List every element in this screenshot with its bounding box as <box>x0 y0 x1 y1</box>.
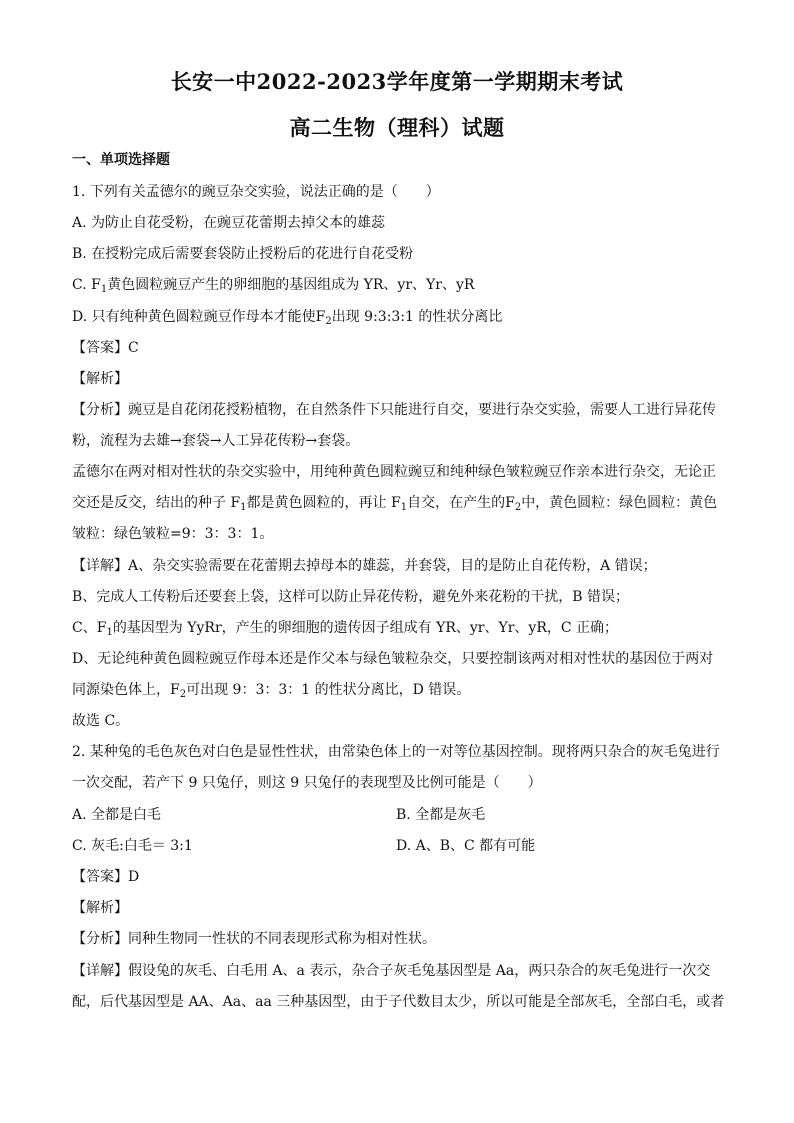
q2-detail-line: 配，后代基因型是 AA、Aa、aa 三种基因型，由于子代数目太少，所以可能是全部灰毛，全部白毛，或者 <box>72 994 725 1010</box>
q1-analysis-line: 粉，流程为去雄→套袋→人工异花传粉→套袋。 <box>72 433 360 449</box>
q2-option-c: C. 灰毛:白毛＝ 3:1 <box>72 838 193 854</box>
subscript: 1 <box>400 502 408 513</box>
text: 中，黄色圆粒：绿色圆粒：黄色 <box>521 495 718 511</box>
q1-option-a: A. 为防止自花受粉，在豌豆花蕾期去掉父本的雄蕊 <box>72 215 386 231</box>
q1-option-c <box>72 275 722 300</box>
subscript: 2 <box>325 316 332 327</box>
text: 可出现 9：3：3：1 的性状分离比，D 错误。 <box>186 682 471 698</box>
q1-conclusion: 故选 C。 <box>72 713 130 729</box>
text: C、F <box>72 620 107 636</box>
q1-detail-d: D、无论纯种黄色圆粒豌豆作母本还是作父本与绿色皱粒杂交，只要控制该两对相对性状的基因位于两对 <box>72 651 714 667</box>
subscript: 2 <box>514 502 522 513</box>
text: 都是黄色圆粒的，再让 F <box>246 495 401 511</box>
text: 同源染色体上，F <box>72 682 180 698</box>
q1-answer: 【答案】C <box>72 340 139 356</box>
subscript: 1 <box>100 284 108 295</box>
section-heading: 一、单项选择题 <box>72 152 170 168</box>
q2-analysis-heading: 【解析】 <box>72 900 128 916</box>
q2-detail-line: 【详解】假设兔的灰毛、白毛用 A、a 表示，杂合子灰毛兔基因型是 Aa，两只杂合的灰毛兔进行一次交 <box>72 963 711 979</box>
q1-analysis-line <box>72 493 722 518</box>
q2-option-d: D. A、B、C 都有可能 <box>396 838 536 854</box>
text: C. F <box>72 277 101 293</box>
q1-analysis-line: 【分析】豌豆是自花闭花授粉植物，在自然条件下只能进行自交，要进行杂交实验，需要人工进行异花传 <box>72 402 716 418</box>
text: 出现 9:3:3:1 的性状分离比 <box>331 309 503 325</box>
q2-option-a: A. 全都是白毛 <box>72 807 162 823</box>
q1-analysis-line: 孟德尔在两对相对性状的杂交实验中，用纯种黄色圆粒豌豆和纯种绿色皱粒豌豆作亲本进行杂交，无论正 <box>72 464 716 480</box>
q1-stem: 1. 下列有关孟德尔的豌豆杂交实验，说法正确的是（ ） <box>72 184 440 200</box>
text: 交还是反交，结出的种子 F <box>72 495 241 511</box>
subscript: 2 <box>179 689 187 700</box>
subscript: 1 <box>106 627 113 638</box>
q1-option-b: B. 在授粉完成后需要套袋防止授粉后的花进行自花受粉 <box>72 246 414 262</box>
q2-stem: 一次交配，若产下 9 只兔仔，则这 9 只兔仔的表现型及比例可能是（ ） <box>72 775 542 791</box>
q1-analysis-heading: 【解析】 <box>72 371 128 387</box>
q2-answer: 【答案】D <box>72 869 140 885</box>
text: D. 只有纯种黄色圆粒豌豆作母本才能使F <box>72 309 326 325</box>
text: 黄色圆粒豌豆产生的卵细胞的基因组成为 YR、yr、Yr、yR <box>107 277 475 293</box>
text: 自交，在产生的F <box>407 495 515 511</box>
q1-option-d <box>72 307 722 332</box>
subscript: 1 <box>240 502 247 513</box>
q2-option-b: B. 全都是灰毛 <box>396 807 486 823</box>
exam-subtitle: 高二生物（理科）试题 <box>289 115 505 140</box>
q1-analysis-line: 皱粒：绿色皱粒=9：3：3：1。 <box>72 526 274 542</box>
text: 的基因型为 YyRr，产生的卵细胞的遗传因子组成有 YR、yr、Yr、yR，C 正确； <box>112 620 619 636</box>
q1-detail-a: 【详解】A、杂交实验需要在花蕾期去掉母本的雄蕊，并套袋，目的是防止自花传粉，A 错误； <box>72 558 657 574</box>
q1-detail-c <box>72 618 722 643</box>
q1-detail-b: B、完成人工传粉后还要套上袋，这样可以防止异花传粉，避免外来花粉的干扰，B 错误； <box>72 589 630 605</box>
q2-analysis-line: 【分析】同种生物同一性状的不同表现形式称为相对性状。 <box>72 931 436 947</box>
exam-title: 长安一中2022-2023学年度第一学期期末考试 <box>170 69 624 94</box>
q2-stem: 2. 某种兔的毛色灰色对白色是显性性状，由常染色体上的一对等位基因控制。现将两只杂合的灰毛兔进行 <box>72 744 720 760</box>
q1-detail-d <box>72 680 722 705</box>
